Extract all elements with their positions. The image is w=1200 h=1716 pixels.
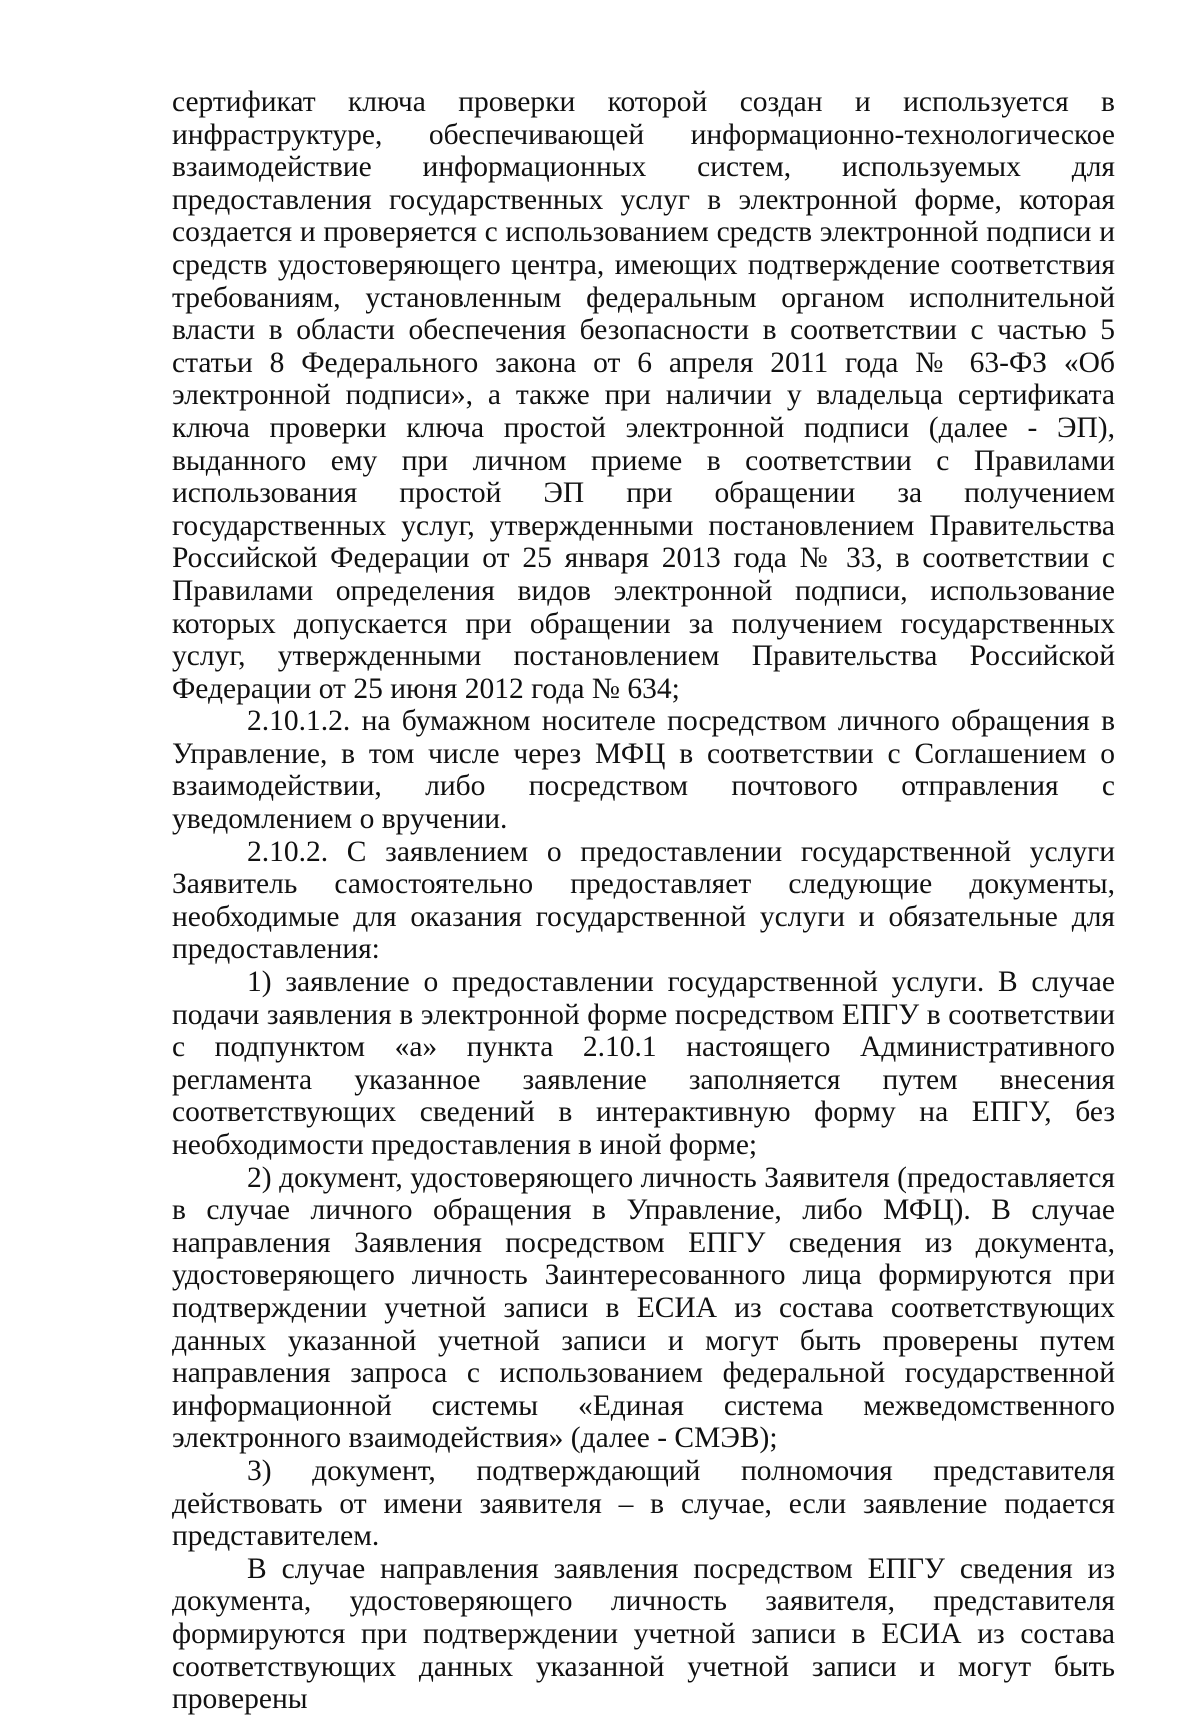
list-item-2-identity-document: 2) документ, удостоверяющего личность Заявителя (предоставляется в случае личного обращения в Управление, либо МФЦ). В случае направления Заявления посредством ЕПГУ сведения из документа, удостоверяющего личность Заинтересованного лица формируются при подтверждении учетной записи в ЕСИА из состава соответствующих данных указанной учетной записи и могут быть проверены путем направления запроса с использованием федеральной государственной информационной системы «Единая система межведомственного электронного взаимодействия» (далее - СМЭВ); <box>172 1161 1115 1455</box>
paragraph-certificate-continuation: сертификат ключа проверки которой создан и используется в инфраструктуре, обеспечивающей информационно-технологическое взаимодействие информационных систем, используемых для предоставления государственных услуг в электронной форме, которая создается и проверяется с использованием средств электронной подписи и средств удостоверяющего центра, имеющих подтверждение соответствия требованиям, установленным федеральным органом исполнительной власти в области обеспечения безопасности в соответствии с частью 5 статьи 8 Федерального закона от 6 апреля 2011 года № 63-ФЗ «Об электронной подписи», а также при наличии у владельца сертификата ключа проверки ключа простой электронной подписи (далее - ЭП), выданного ему при личном приеме в соответствии с Правилами использования простой ЭП при обращении за получением государственных услуг, утвержденными постановлением Правительства Российской Федерации от 25 января 2013 года № 33, в соответствии с Правилами определения видов электронной подписи, использование которых допускается при обращении за получением государственных услуг, утвержденными постановлением Правительства Российской Федерации от 25 июня 2012 года № 634; <box>172 86 1115 705</box>
list-item-3-authority-document: 3) документ, подтверждающий полномочия представителя действовать от имени заявителя – в случае, если заявление подается представителем. <box>172 1454 1115 1553</box>
document-page <box>172 86 1115 1716</box>
paragraph-epgu-verification: В случае направления заявления посредством ЕПГУ сведения из документа, удостоверяющего личность заявителя, представителя формируются при подтверждении учетной записи в ЕСИА из состава соответствующих данных указанной учетной записи и могут быть проверены <box>172 1552 1115 1716</box>
paragraph-2-10-2: 2.10.2. С заявлением о предоставлении государственной услуги Заявитель самостоятельно предоставляет следующие документы, необходимые для оказания государственной услуги и обязательные для предоставления: <box>172 835 1115 966</box>
list-item-1-application: 1) заявление о предоставлении государственной услуги. В случае подачи заявления в электронной форме посредством ЕПГУ в соответствии с подпунктом «а» пункта 2.10.1 настоящего Административного регламента указанное заявление заполняется путем внесения соответствующих сведений в интерактивную форму на ЕПГУ, без необходимости предоставления в иной форме; <box>172 966 1115 1161</box>
paragraph-2-10-1-2: 2.10.1.2. на бумажном носителе посредством личного обращения в Управление, в том числе через МФЦ в соответствии с Соглашением о взаимодействии, либо посредством почтового отправления с уведомлением о вручении. <box>172 705 1115 836</box>
